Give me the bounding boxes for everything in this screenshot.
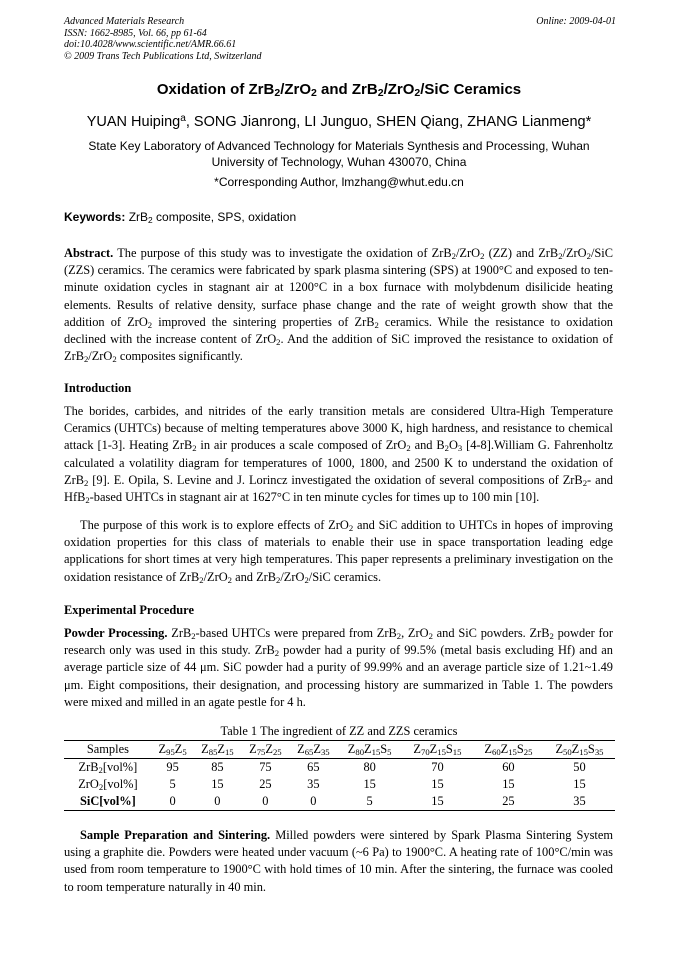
table-cell: 0 (310, 794, 317, 808)
table-row-label: ZrO$_2$[vol%] (78, 777, 138, 792)
table-cell: 0 (169, 794, 176, 808)
table-header-row (64, 741, 615, 759)
affiliation: State Key Laboratory of Advanced Technology for Materials Synthesis and Processing, Wuhan University of Technology, Wuhan 430070, China (88, 139, 590, 169)
table-header-samples: Samples (86, 742, 129, 756)
table-cell: 5 (366, 794, 373, 808)
paper-title: Oxidation of ZrB$_2$/ZrO$_2$ and ZrB$_2$/ZrO$_2$/SiC Ceramics (156, 81, 522, 99)
table-cell: 25 (502, 794, 515, 808)
table-cell: 15 (502, 777, 515, 791)
ingredient-table (64, 740, 615, 811)
table-header-sample: $Z_{80}Z_{15}S_5$ (347, 742, 392, 757)
table-header-sample: $Z_{75}Z_{25}$ (249, 742, 282, 757)
table-header-sample: $Z_{85}Z_{15}$ (201, 742, 234, 757)
corresponding-author: *Corresponding Author, lmzhang@whut.edu.cn (214, 175, 464, 189)
table-row (64, 776, 615, 793)
intro-heading: Introduction (64, 381, 132, 395)
keywords (64, 210, 296, 224)
intro-paragraph-2: The purpose of this work is to explore effects of ZrO$_2$ and SiC addition to UHTCs in hopes of improving oxidation properties for this class of materials to enable their use in space transportation leading edge applications for short times at very high temperatures. This paper represents a preliminary investigation on the oxidation resistance of ZrB$_2$/ZrO$_2$ and ZrB$_2$/ZrO$_2$/SiC ceramics. (64, 518, 613, 585)
table-cell: 35 (307, 777, 320, 791)
table-cell: 35 (573, 794, 586, 808)
table-header-sample: $Z_{65}Z_{35}$ (297, 742, 330, 757)
table-cell: 5 (169, 777, 176, 791)
table-row (64, 759, 615, 777)
powder-label: Powder Processing. (64, 626, 168, 640)
table-body (64, 759, 615, 811)
table-cell: 15 (573, 777, 586, 791)
issn: ISSN: 1662-8985, Vol. 66, pp 61-64 (64, 27, 207, 39)
table-cell: 50 (573, 760, 586, 774)
intro-paragraph-1: The borides, carbides, and nitrides of the early transition metals are considered Ultra-High Temperature Ceramics (UHTCs) because of melting temperatures above 3000 K, high hardness, and resistance to chemical attack [1-3]. Heating ZrB$_2$ in air produces a scale composed of ZrO$_2$ and $B_2O_3$ [4-8].William G. Fahrenholtz calculated a volatility diagram for temperatures of 1000, 1800, and 2500 K to understand the oxidation of ZrB$_2$ [9]. E. Opila, S. Levine and J. Lorincz investigated the oxidation of several compositions of ZrB$_2$- and HfB$_2$-based UHTCs in stagnant air at 1627°C in ten minute cycles for times up to 100 min [10]. (64, 404, 614, 506)
copyright: © 2009 Trans Tech Publications Ltd, Switzerland (64, 50, 262, 62)
table-cell: 15 (431, 794, 444, 808)
doi: doi:10.4028/www.scientific.net/AMR.66.61 (64, 39, 237, 50)
table-row-label: ZrB$_2$[vol%] (78, 760, 138, 775)
keywords-text: ZrB$_2$ composite, SPS, oxidation (128, 210, 297, 225)
table-cell: 85 (211, 760, 224, 774)
sinter-label: Sample Preparation and Sintering. (80, 828, 271, 842)
table-cell: 70 (431, 760, 444, 774)
table-cell: 75 (259, 760, 272, 774)
powder-text: ZrB$_2$-based UHTCs were prepared from ZrB$_2$, ZrO$_2$ and SiC powders. ZrB$_2$ powder for research only was used in this study. ZrB$_2$ powder had a purity of 99.5% (metal basis excluding Hf) and an average particle size of 44 μm. SiC powder had a purity of 99.99% and an average particle size of 1.21~1.49 μm. Eight compositions, their designation, and processing history are summarized in Table 1. The powders were mixed and milled in an agate pestle for 4 h. (64, 626, 613, 709)
abstract-text: The purpose of this study was to investigate the oxidation of ZrB$_2$/ZrO$_2$ (ZZ) and ZrB$_2$/ZrO$_2$/SiC (ZZS) ceramics. The ceramics were fabricated by spark plasma sintering (SPS) at 1900°C and exposed to ten-minute oxidation cycles in stagnant air at 1200°C in a box furnace with molybdenum disilicide heating elements. Results of relative density, surface phase change and the rate of weight growth show that the addition of ZrO$_2$ improved the sintering properties of ZrB$_2$ ceramics. While the resistance to oxidation declined with the increase content of ZrO$_2$. And the addition of SiC improved the resistance to oxidation of ZrB$_2$/ZrO$_2$ composites significantly. (64, 246, 613, 365)
table-cell: 60 (502, 760, 515, 774)
table-cell: 0 (262, 794, 269, 808)
authors: YUAN Huiping$^a$, SONG Jianrong, LI Junguo, SHEN Qiang, ZHANG Lianmeng* (86, 113, 592, 130)
abstract-label: Abstract. (64, 246, 114, 260)
online-date: Online: 2009-04-01 (536, 16, 616, 27)
sample-preparation (64, 827, 613, 896)
table-cell: 65 (307, 760, 320, 774)
experimental-heading: Experimental Procedure (64, 603, 194, 617)
table-cell: 15 (363, 777, 376, 791)
table-cell: 25 (259, 777, 272, 791)
abstract (64, 245, 613, 365)
table-cell: 80 (363, 760, 376, 774)
table-row (64, 793, 615, 811)
table-cell: 15 (211, 777, 224, 791)
sinter-text: Milled powders were sintered by Spark Plasma Sintering System using a graphite die. Powders were heated under vacuum (~6 Pa) to 1900°C. A heating rate of 100°C/min was used from room temperature to 1900°C with hold times of 10 min. After the sintering, the furnace was cooled to room temperature naturally in 40 min. (64, 828, 613, 894)
journal-name: Advanced Materials Research (64, 16, 185, 27)
powder-processing (64, 625, 613, 711)
table-cell: 0 (214, 794, 221, 808)
keywords-label: Keywords: (64, 210, 126, 224)
journal-header (64, 16, 616, 62)
table-cell: 15 (431, 777, 444, 791)
table-row-label: SiC[vol%] (80, 794, 136, 808)
table-cell: 95 (166, 760, 179, 774)
table-header-sample: $Z_{95}Z_5$ (158, 742, 187, 757)
table-header-sample: $Z_{70}Z_{15}S_{15}$ (413, 742, 462, 757)
table-caption: Table 1 The ingredient of ZZ and ZZS ceramics (220, 724, 458, 738)
table-header-sample: $Z_{50}Z_{15}S_{35}$ (555, 742, 604, 757)
table-header-sample: $Z_{60}Z_{15}S_{25}$ (484, 742, 533, 757)
